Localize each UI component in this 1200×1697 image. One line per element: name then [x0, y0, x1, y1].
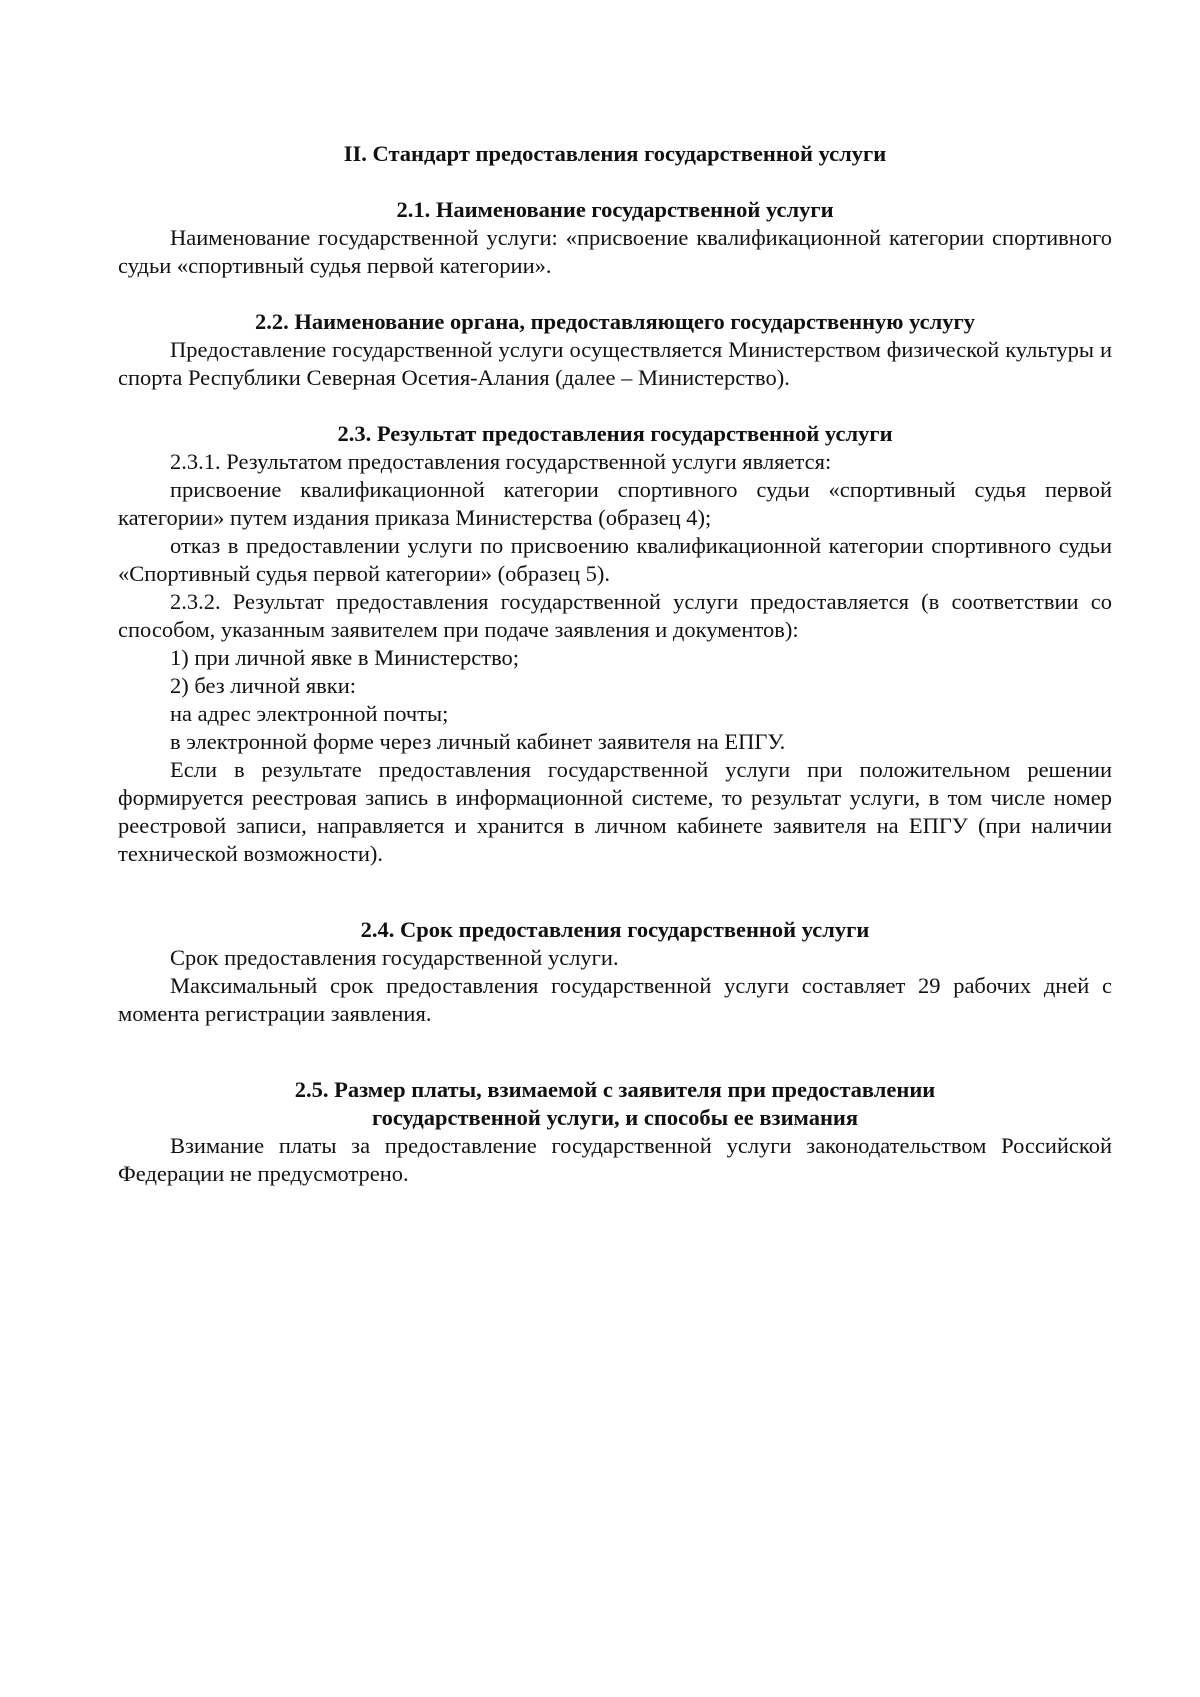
heading-2-3: 2.3. Результат предоставления государственной услуги [337, 421, 893, 446]
section-title: II. Стандарт предоставления государственной услуги [343, 141, 887, 166]
paragraph-2-3-assignment: присвоение квалификационной категории спортивного судьи «спортивный судья первой категории» путем издания приказа Министерства (образец 4); [118, 477, 1112, 530]
heading-2-5 [118, 1076, 1112, 1132]
list-item-personal-visit: 1) при личной явке в Министерство; [170, 645, 520, 670]
paragraph-2-1-service-name: Наименование государственной услуги: «присвоение квалификационной категории спортивного судьи «спортивный судья первой категории». [118, 225, 1112, 278]
heading-2-1: 2.1. Наименование государственной услуги [396, 197, 834, 222]
list-item-without-visit: 2) без личной явки: [170, 673, 357, 698]
paragraph-2-4-term: Срок предоставления государственной услуги. [170, 945, 619, 970]
heading-2-5-line-2: государственной услуги, и способы ее взимания [371, 1105, 859, 1130]
heading-2-5-line-1: 2.5. Размер платы, взимаемой с заявителя при предоставлении [294, 1077, 936, 1102]
paragraph-2-3-refusal: отказ в предоставлении услуги по присвоению квалификационной категории спортивного судьи «Спортивный судья первой категории» (образец 5). [118, 533, 1112, 586]
heading-2-2: 2.2. Наименование органа, предоставляющего государственную услугу [254, 309, 976, 334]
paragraph-2-3-registry: Если в результате предоставления государственной услуги при положительном решении формируется реестровая запись в информационной системе, то результат услуги, в том числе номер реестровой записи, направляется и хранится в личном кабинете заявителя на ЕПГУ (при наличии технической возможности). [118, 757, 1112, 866]
list-item-email: на адрес электронной почты; [170, 701, 449, 726]
paragraph-2-3-1: 2.3.1. Результатом предоставления государственной услуги является: [170, 449, 832, 474]
paragraph-2-4-max-term: Максимальный срок предоставления государственной услуги составляет 29 рабочих дней с момента регистрации заявления. [118, 973, 1112, 1026]
paragraph-2-2-authority: Предоставление государственной услуги осуществляется Министерством физической культуры и спорта Республики Северная Осетия-Алания (далее – Министерство). [118, 337, 1112, 390]
paragraph-2-5-fee: Взимание платы за предоставление государственной услуги законодательством Российской Федерации не предусмотрено. [118, 1133, 1112, 1186]
heading-2-4: 2.4. Срок предоставления государственной услуги [360, 917, 870, 942]
list-item-epgu: в электронной форме через личный кабинет заявителя на ЕПГУ. [170, 729, 786, 754]
paragraph-2-3-2: 2.3.2. Результат предоставления государственной услуги предоставляется (в соответствии со способом, указанным заявителем при подаче заявления и документов): [118, 589, 1112, 642]
